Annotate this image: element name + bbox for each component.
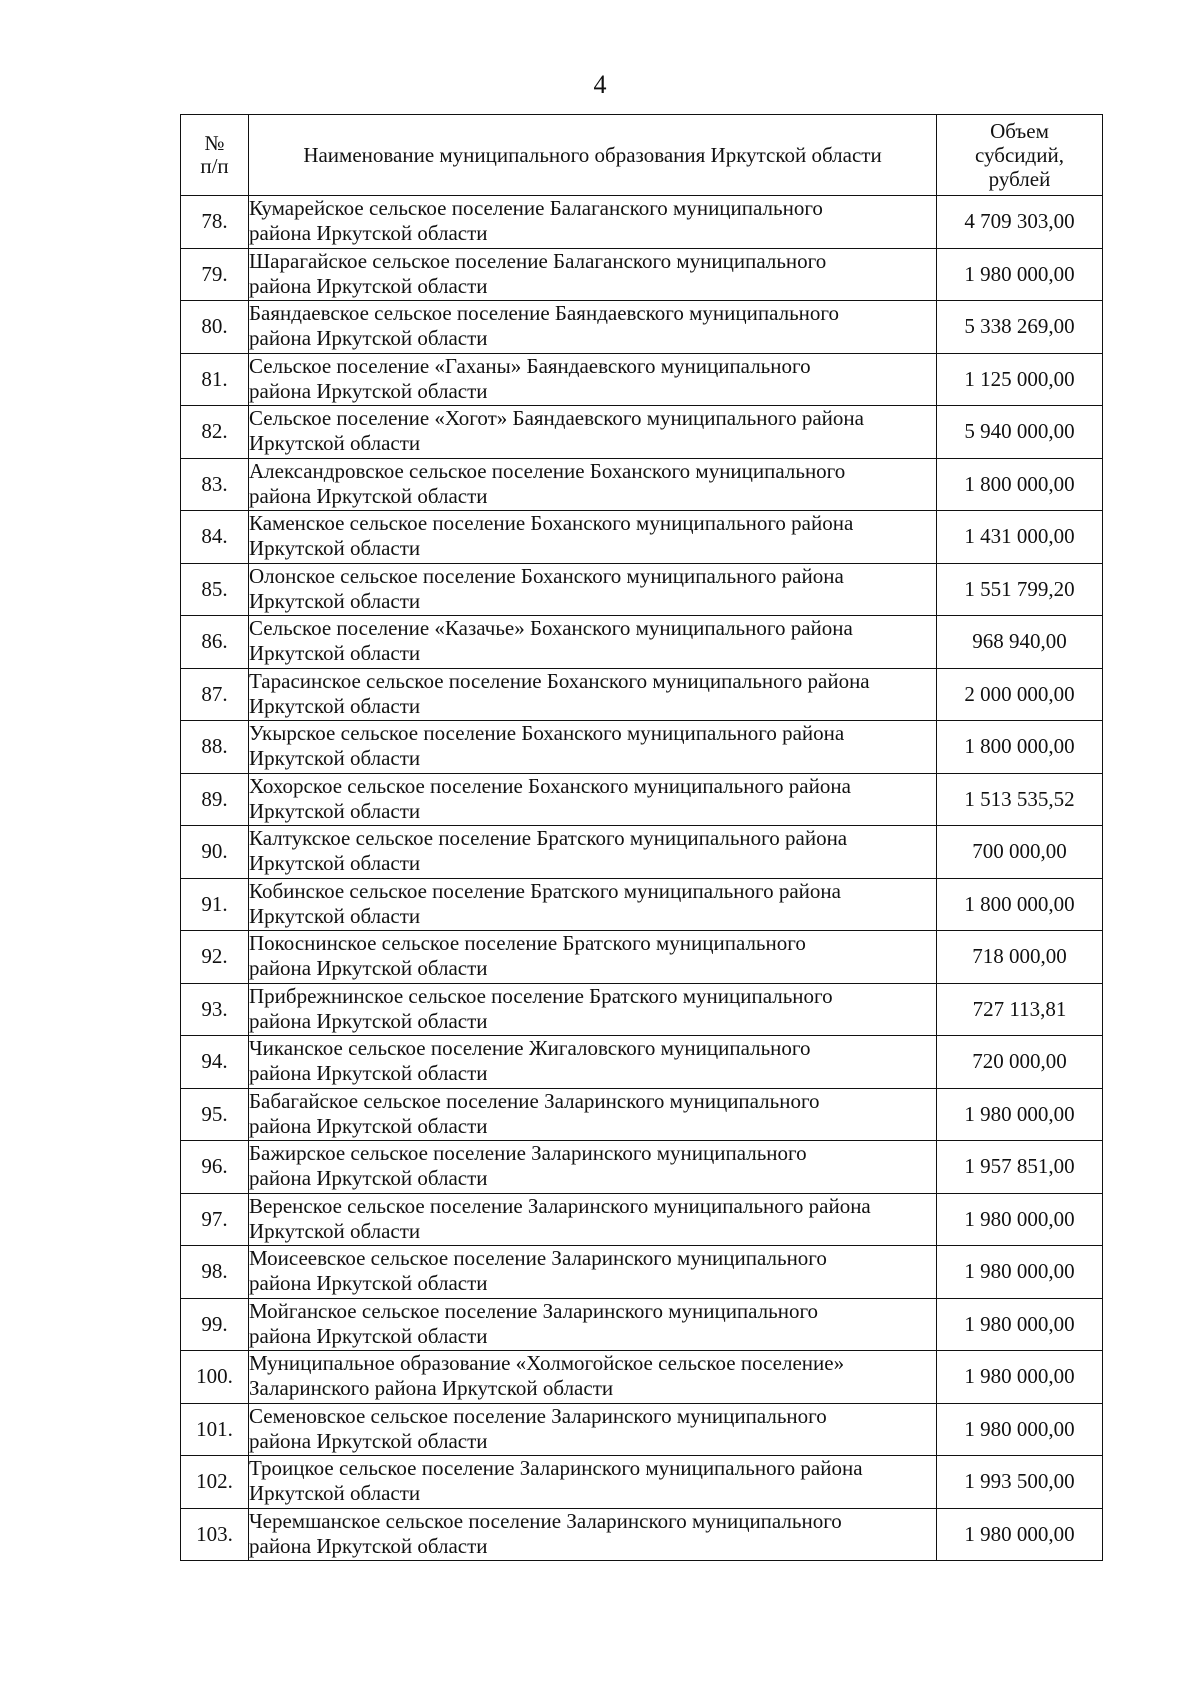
subsidy-amount: 1 800 000,00 xyxy=(937,878,1103,931)
municipality-name-line: Сельское поселение «Хогот» Баяндаевского муниципального района xyxy=(249,406,864,430)
municipality-name-line: Иркутской области xyxy=(249,536,421,560)
row-number: 83. xyxy=(181,458,249,511)
table-row xyxy=(181,353,1103,406)
subsidy-amount: 1 980 000,00 xyxy=(937,248,1103,301)
row-number: 99. xyxy=(181,1298,249,1351)
municipality-name-line: Александровское сельское поселение Боханского муниципального xyxy=(249,458,846,483)
municipality-name-line: района Иркутской области xyxy=(249,1008,488,1033)
row-number: 101. xyxy=(181,1403,249,1456)
municipality-name-line: Тарасинское сельское поселение Боханского муниципального района xyxy=(249,668,870,693)
municipality-name-line: Сельское поселение «Казачье» Боханского муниципального района xyxy=(249,616,853,640)
row-number: 91. xyxy=(181,878,249,931)
header-number-line: п/п xyxy=(200,154,229,178)
row-number: 81. xyxy=(181,353,249,406)
municipality-name-line: Каменское сельское поселение Боханского муниципального района xyxy=(249,511,854,535)
row-number: 88. xyxy=(181,721,249,774)
row-number: 87. xyxy=(181,668,249,721)
municipality-name xyxy=(249,983,937,1036)
table-row xyxy=(181,511,1103,564)
row-number: 79. xyxy=(181,248,249,301)
subsidy-amount: 1 551 799,20 xyxy=(937,563,1103,616)
municipality-name-line: Иркутской области xyxy=(249,746,421,770)
row-number: 84. xyxy=(181,511,249,564)
municipality-name-line: района Иркутской области xyxy=(249,1166,488,1190)
subsidy-amount: 5 940 000,00 xyxy=(937,406,1103,459)
row-number: 93. xyxy=(181,983,249,1036)
municipality-name-line: Калтукское сельское поселение Братского муниципального района xyxy=(249,826,848,850)
row-number: 90. xyxy=(181,826,249,879)
row-number: 100. xyxy=(181,1351,249,1404)
header-name xyxy=(249,115,937,196)
row-number: 80. xyxy=(181,301,249,354)
table-row xyxy=(181,983,1103,1036)
subsidy-amount: 1 980 000,00 xyxy=(937,1088,1103,1141)
municipality-name-line: района Иркутской области xyxy=(249,483,488,508)
municipality-name xyxy=(249,826,937,879)
municipality-name-line: Троицкое сельское поселение Заларинского муниципального района xyxy=(249,1456,863,1480)
subsidy-amount: 2 000 000,00 xyxy=(937,668,1103,721)
municipality-name-line: Иркутской области xyxy=(249,1218,421,1243)
table-row xyxy=(181,721,1103,774)
table-row xyxy=(181,878,1103,931)
municipality-name xyxy=(249,1246,937,1299)
municipality-name-line: Олонское сельское поселение Боханского муниципального района xyxy=(249,563,844,588)
municipality-name xyxy=(249,1351,937,1404)
municipality-name-line: Кумарейское сельское поселение Балаганского муниципального xyxy=(249,196,823,220)
subsidy-amount: 1 957 851,00 xyxy=(937,1141,1103,1194)
table-row xyxy=(181,1456,1103,1509)
municipality-name xyxy=(249,1456,937,1509)
municipality-name-line: Иркутской области xyxy=(249,431,421,455)
table-row xyxy=(181,563,1103,616)
subsidy-amount: 1 980 000,00 xyxy=(937,1351,1103,1404)
table-row xyxy=(181,196,1103,249)
subsidy-amount: 720 000,00 xyxy=(937,1036,1103,1089)
municipality-name xyxy=(249,1508,937,1561)
municipality-name-line: Моисеевское сельское поселение Заларинского муниципального xyxy=(249,1246,827,1270)
municipality-name-line: района Иркутской области xyxy=(249,1323,488,1348)
municipality-name-line: Иркутской области xyxy=(249,693,421,718)
table-row xyxy=(181,1508,1103,1561)
table-header-row xyxy=(181,115,1103,196)
row-number: 98. xyxy=(181,1246,249,1299)
municipality-name-line: Сельское поселение «Гаханы» Баяндаевского муниципального xyxy=(249,353,811,378)
municipality-name-line: Мойганское сельское поселение Заларинского муниципального xyxy=(249,1298,819,1323)
row-number: 92. xyxy=(181,931,249,984)
header-name-text: Наименование муниципального образования Иркутской области xyxy=(303,142,882,167)
table-row xyxy=(181,668,1103,721)
table-row xyxy=(181,616,1103,669)
municipality-name-line: Укырское сельское поселение Боханского муниципального района xyxy=(249,721,845,745)
municipality-name-line: Покоснинское сельское поселение Братского муниципального xyxy=(249,931,806,955)
table-row xyxy=(181,1246,1103,1299)
header-number xyxy=(181,115,249,196)
subsidy-amount: 1 431 000,00 xyxy=(937,511,1103,564)
table-row xyxy=(181,1298,1103,1351)
municipality-name-line: района Иркутской области xyxy=(249,1113,488,1138)
subsidy-amount: 727 113,81 xyxy=(937,983,1103,1036)
municipality-name-line: района Иркутской области xyxy=(249,378,488,403)
header-amount xyxy=(937,115,1103,196)
subsidy-amount: 1 800 000,00 xyxy=(937,458,1103,511)
table-row xyxy=(181,1351,1103,1404)
row-number: 86. xyxy=(181,616,249,669)
municipality-name xyxy=(249,406,937,459)
municipality-name xyxy=(249,931,937,984)
municipality-name-line: Иркутской области xyxy=(249,641,421,665)
municipality-name-line: Баяндаевское сельское поселение Баяндаевского муниципального xyxy=(249,301,839,325)
row-number: 78. xyxy=(181,196,249,249)
municipality-name-line: района Иркутской области xyxy=(249,1061,488,1085)
municipality-name-line: Кобинское сельское поселение Братского муниципального района xyxy=(249,878,841,903)
table-row xyxy=(181,406,1103,459)
subsidy-amount: 1 800 000,00 xyxy=(937,721,1103,774)
row-number: 102. xyxy=(181,1456,249,1509)
row-number: 85. xyxy=(181,563,249,616)
table-row xyxy=(181,301,1103,354)
row-number: 94. xyxy=(181,1036,249,1089)
header-amount-line: Объем xyxy=(990,119,1049,143)
municipality-name-line: Иркутской области xyxy=(249,798,421,823)
municipality-name-line: Веренское сельское поселение Заларинского муниципального района xyxy=(249,1193,871,1218)
municipality-name-line: района Иркутской области xyxy=(249,1533,488,1558)
municipality-name xyxy=(249,1298,937,1351)
municipality-name xyxy=(249,1141,937,1194)
header-amount-line: субсидий, xyxy=(975,143,1064,167)
municipality-name-line: района Иркутской области xyxy=(249,1428,488,1453)
municipality-name-line: района Иркутской области xyxy=(249,273,488,298)
subsidy-amount: 1 980 000,00 xyxy=(937,1403,1103,1456)
page-number: 4 xyxy=(593,70,607,99)
municipality-name-line: района Иркутской области xyxy=(249,326,488,350)
subsidy-amount: 700 000,00 xyxy=(937,826,1103,879)
table-row xyxy=(181,458,1103,511)
municipality-name-line: Бабагайское сельское поселение Заларинского муниципального xyxy=(249,1088,820,1113)
municipality-name xyxy=(249,773,937,826)
municipality-name-line: Заларинского района Иркутской области xyxy=(249,1376,614,1400)
municipality-name xyxy=(249,301,937,354)
municipality-name xyxy=(249,878,937,931)
subsidy-amount: 4 709 303,00 xyxy=(937,196,1103,249)
municipality-name xyxy=(249,458,937,511)
municipality-name-line: Хохорское сельское поселение Боханского муниципального района xyxy=(249,773,851,798)
table-row xyxy=(181,1036,1103,1089)
header-number-line: № xyxy=(204,131,225,155)
row-number: 96. xyxy=(181,1141,249,1194)
table-row xyxy=(181,1193,1103,1246)
subsidy-amount: 1 980 000,00 xyxy=(937,1508,1103,1561)
row-number: 95. xyxy=(181,1088,249,1141)
municipality-name-line: Иркутской области xyxy=(249,588,421,613)
municipality-name xyxy=(249,616,937,669)
municipality-name-line: Черемшанское сельское поселение Заларинского муниципального xyxy=(249,1508,842,1533)
subsidies-table xyxy=(180,114,1103,1561)
header-amount-line: рублей xyxy=(988,167,1051,191)
table-row xyxy=(181,248,1103,301)
municipality-name-line: района Иркутской области xyxy=(249,221,488,245)
subsidy-amount: 1 980 000,00 xyxy=(937,1298,1103,1351)
table-row xyxy=(181,826,1103,879)
municipality-name xyxy=(249,1193,937,1246)
row-number: 89. xyxy=(181,773,249,826)
municipality-name xyxy=(249,511,937,564)
municipality-name xyxy=(249,563,937,616)
municipality-name-line: района Иркутской области xyxy=(249,956,488,980)
municipality-name xyxy=(249,1036,937,1089)
row-number: 82. xyxy=(181,406,249,459)
municipality-name-line: Иркутской области xyxy=(249,903,421,928)
table-row xyxy=(181,1141,1103,1194)
table-row xyxy=(181,931,1103,984)
subsidy-amount: 1 980 000,00 xyxy=(937,1193,1103,1246)
municipality-name xyxy=(249,1403,937,1456)
subsidy-amount: 718 000,00 xyxy=(937,931,1103,984)
municipality-name-line: Шарагайское сельское поселение Балаганского муниципального xyxy=(249,248,827,273)
table-row xyxy=(181,773,1103,826)
table-row xyxy=(181,1088,1103,1141)
municipality-name-line: Прибрежнинское сельское поселение Братского муниципального xyxy=(249,983,833,1008)
subsidy-amount: 1 980 000,00 xyxy=(937,1246,1103,1299)
subsidy-amount: 1 993 500,00 xyxy=(937,1456,1103,1509)
municipality-name xyxy=(249,248,937,301)
municipality-name xyxy=(249,353,937,406)
table-row xyxy=(181,1403,1103,1456)
municipality-name xyxy=(249,1088,937,1141)
municipality-name-line: района Иркутской области xyxy=(249,1271,488,1295)
municipality-name xyxy=(249,721,937,774)
row-number: 97. xyxy=(181,1193,249,1246)
subsidy-amount: 5 338 269,00 xyxy=(937,301,1103,354)
municipality-name-line: Муниципальное образование «Холмогойское сельское поселение» xyxy=(249,1351,845,1375)
municipality-name-line: Иркутской области xyxy=(249,851,421,875)
subsidy-amount: 1 513 535,52 xyxy=(937,773,1103,826)
municipality-name xyxy=(249,668,937,721)
municipality-name-line: Семеновское сельское поселение Заларинского муниципального xyxy=(249,1403,827,1428)
municipality-name-line: Бажирское сельское поселение Заларинского муниципального xyxy=(249,1141,807,1165)
municipality-name-line: Иркутской области xyxy=(249,1481,421,1505)
municipality-name-line: Чиканское сельское поселение Жигаловского муниципального xyxy=(249,1036,811,1060)
subsidy-amount: 1 125 000,00 xyxy=(937,353,1103,406)
row-number: 103. xyxy=(181,1508,249,1561)
municipality-name xyxy=(249,196,937,249)
subsidy-amount: 968 940,00 xyxy=(937,616,1103,669)
